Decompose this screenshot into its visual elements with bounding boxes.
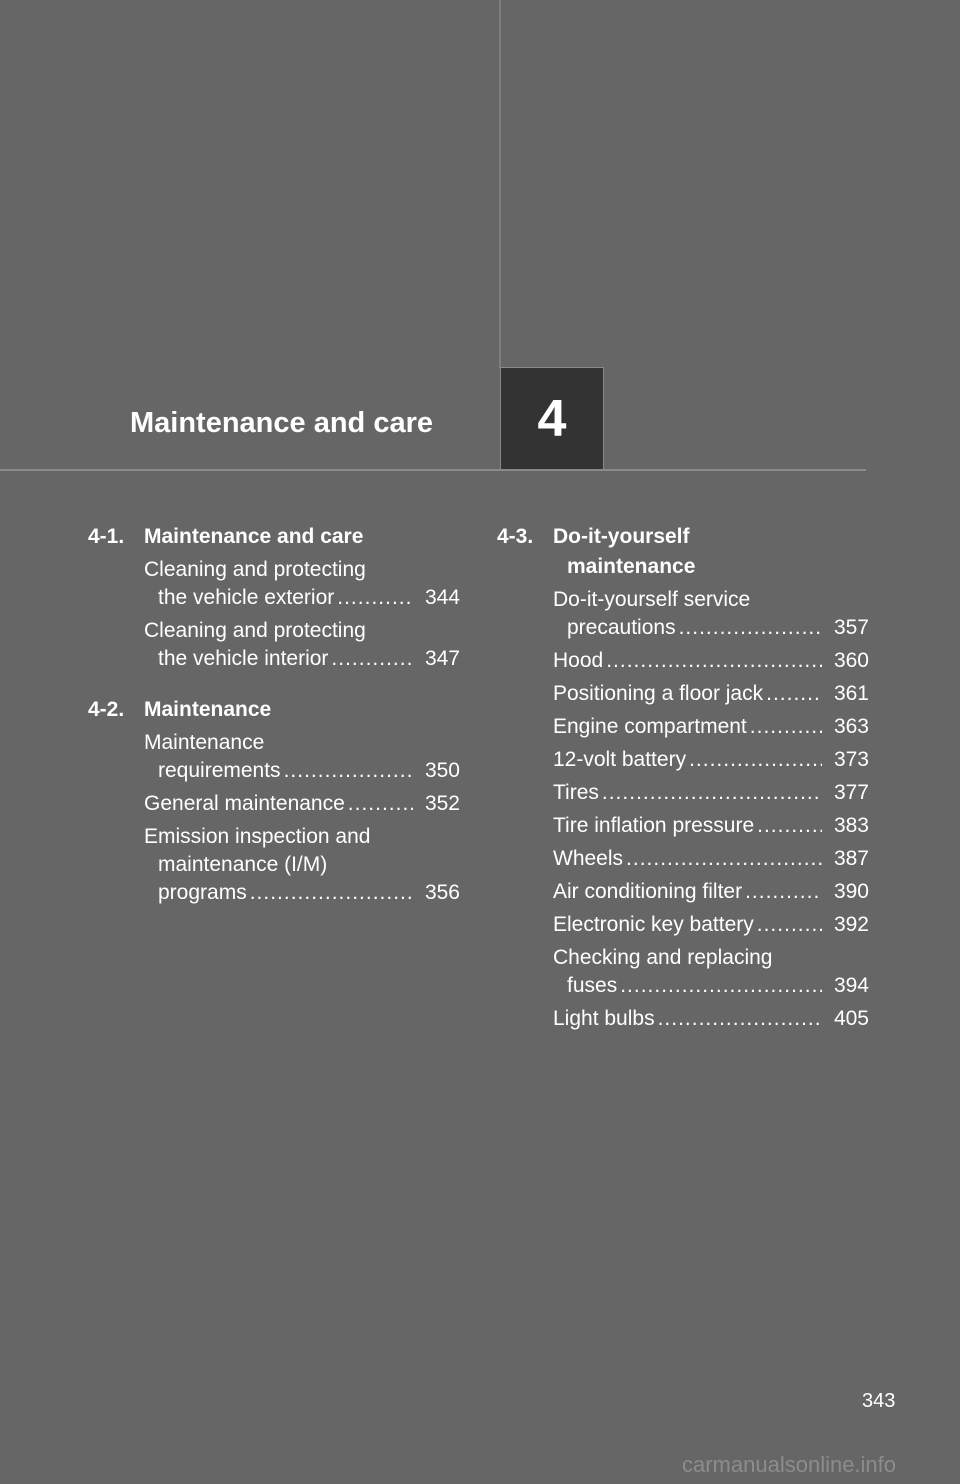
toc-entry[interactable]: [553, 647, 869, 675]
toc-entry[interactable]: [553, 1005, 869, 1033]
entry-title-line: Engine compartment: [553, 715, 747, 738]
dot-leader: [606, 647, 822, 675]
entry-title-line: Cleaning and protecting: [144, 619, 366, 642]
section-title: [144, 695, 460, 725]
dot-leader: [602, 779, 822, 807]
entry-title-line: General maintenance: [144, 792, 345, 815]
dot-leader: [689, 746, 822, 774]
entry-title-line: Wheels: [553, 847, 624, 870]
entry-title-line: Positioning a floor jack: [553, 682, 764, 705]
dot-leader: [745, 878, 822, 906]
entry-page-number: 390: [833, 880, 869, 903]
chapter-title: Maintenance and care: [130, 407, 433, 439]
toc-entry[interactable]: [144, 823, 460, 907]
dot-leader: [250, 879, 413, 907]
section-title: [553, 522, 869, 582]
entry-title-line: Tire inflation pressure: [553, 814, 755, 837]
entry-page-number: 347: [424, 647, 460, 670]
entry-title-line: the vehicle exterior: [158, 586, 335, 609]
entry-title-line: Maintenance: [144, 731, 265, 754]
entry-page-number: 344: [424, 586, 460, 609]
entry-title-line: Electronic key battery: [553, 913, 754, 936]
dot-leader: [620, 972, 822, 1000]
section-title-line: Do-it-yourself: [553, 525, 690, 548]
horizontal-rule: [0, 469, 866, 471]
entry-title-line: Tires: [553, 781, 599, 804]
toc-section: [88, 522, 460, 673]
section-title-line: maintenance: [567, 555, 696, 578]
toc-column-left: [88, 522, 460, 929]
entry-title-line: Hood: [553, 649, 604, 672]
dot-leader: [348, 790, 413, 818]
dot-leader: [337, 584, 413, 612]
entry-title-line: Light bulbs: [553, 1007, 655, 1030]
dot-leader: [331, 645, 413, 673]
section-title-line: Maintenance: [144, 698, 272, 721]
entry-title-line: fuses: [567, 974, 618, 997]
entry-title-line: the vehicle interior: [158, 647, 329, 670]
toc-entry[interactable]: [553, 680, 869, 708]
entry-page-number: 352: [424, 792, 460, 815]
section-heading: [497, 522, 869, 582]
entry-page-number: 360: [833, 649, 869, 672]
dot-leader: [750, 713, 822, 741]
entry-title-line: maintenance (I/M): [158, 853, 328, 876]
toc-entry[interactable]: [553, 812, 869, 840]
dot-leader: [757, 911, 822, 939]
section-heading: [88, 522, 460, 552]
entry-title-line: programs: [158, 881, 247, 904]
section-heading: [88, 695, 460, 725]
entry-page-number: 356: [424, 881, 460, 904]
section-number: 4-1.: [88, 525, 125, 548]
toc-column-right: [497, 522, 869, 1055]
section-number: 4-2.: [88, 698, 125, 721]
toc-entry[interactable]: [553, 586, 869, 642]
toc-entry[interactable]: [144, 556, 460, 612]
toc-section: [497, 522, 869, 1033]
watermark: carmanualsonline.info: [682, 1452, 897, 1477]
entry-title-line: Air conditioning filter: [553, 880, 743, 903]
entry-title-line: requirements: [158, 759, 281, 782]
entry-title-line: Checking and replacing: [553, 946, 773, 969]
entry-page-number: 392: [833, 913, 869, 936]
entry-page-number: 387: [833, 847, 869, 870]
entry-title-line: precautions: [567, 616, 676, 639]
dot-leader: [626, 845, 822, 873]
toc-entry[interactable]: [144, 617, 460, 673]
entry-title-line: Cleaning and protecting: [144, 558, 366, 581]
entry-page-number: 357: [833, 616, 869, 639]
section-title-line: Maintenance and care: [144, 525, 364, 548]
entry-page-number: 363: [833, 715, 869, 738]
toc-entry[interactable]: [553, 779, 869, 807]
dot-leader: [679, 614, 822, 642]
toc-entry[interactable]: [553, 845, 869, 873]
dot-leader: [766, 680, 822, 708]
entry-title-line: Emission inspection and: [144, 825, 371, 848]
toc-entry[interactable]: [553, 878, 869, 906]
vertical-rule: [499, 0, 501, 368]
dot-leader: [284, 757, 413, 785]
entry-title-line: Do-it-yourself service: [553, 588, 751, 611]
toc-entry[interactable]: [553, 746, 869, 774]
toc-entry[interactable]: [144, 790, 460, 818]
entry-title-line: 12-volt battery: [553, 748, 687, 771]
dot-leader: [757, 812, 822, 840]
entry-page-number: 361: [833, 682, 869, 705]
toc-entry[interactable]: [553, 944, 869, 1000]
toc-entry[interactable]: [553, 713, 869, 741]
entry-page-number: 383: [833, 814, 869, 837]
chapter-number-tab: [500, 367, 604, 470]
toc-entry[interactable]: [553, 911, 869, 939]
entry-page-number: 377: [833, 781, 869, 804]
toc-entry[interactable]: [144, 729, 460, 785]
entry-page-number: 405: [833, 1007, 869, 1030]
entry-page-number: 350: [424, 759, 460, 782]
dot-leader: [658, 1005, 822, 1033]
entry-page-number: 394: [833, 974, 869, 997]
page-number: 343: [862, 1390, 896, 1412]
chapter-number: 4: [537, 389, 567, 448]
toc-section: [88, 695, 460, 907]
section-title: [144, 522, 460, 552]
section-number: 4-3.: [497, 525, 534, 548]
entry-page-number: 373: [833, 748, 869, 771]
